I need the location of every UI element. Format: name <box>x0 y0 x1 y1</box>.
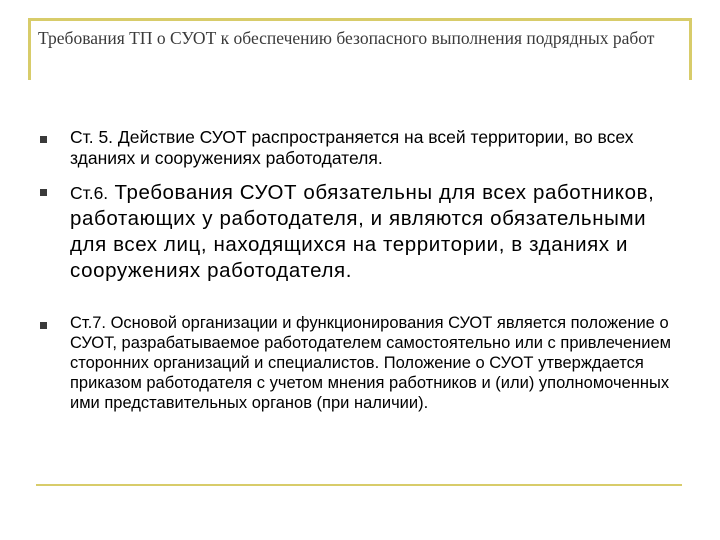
bottom-divider <box>36 484 682 486</box>
square-bullet-icon <box>40 189 47 196</box>
list-item-text <box>70 180 680 284</box>
square-bullet-icon <box>40 322 47 329</box>
title-frame-top <box>28 18 692 21</box>
list-item-text: Ст. 5. Действие СУОТ распространяется на всей территории, во всех зданиях и сооружениях работодателя. <box>70 127 634 168</box>
title-frame-left <box>28 18 31 80</box>
list-item-text: Ст.7. Основой организации и функционирования СУОТ является положение о СУОТ, разрабатываемое работодателем самостоятельно или с привлечением сторонних организаций и специалистов. Положение о СУОТ утверждается приказом работодателя с учетом мнения работников и (или) уполномоченных ими представительных органов (при наличии). <box>70 314 671 412</box>
slide-title: Требования ТП о СУОТ к обеспечению безопасного выполнения подрядных работ <box>38 28 655 48</box>
list-item-lead: Ст.6. <box>70 183 109 203</box>
list-item-body: Требования СУОТ обязательны для всех работников, работающих у работодателя, и являются обязательными для всех лиц, находящихся на территории, в зданиях и сооружениях работодателя. <box>70 181 655 282</box>
square-bullet-icon <box>40 136 47 143</box>
title-frame-right <box>689 18 692 80</box>
